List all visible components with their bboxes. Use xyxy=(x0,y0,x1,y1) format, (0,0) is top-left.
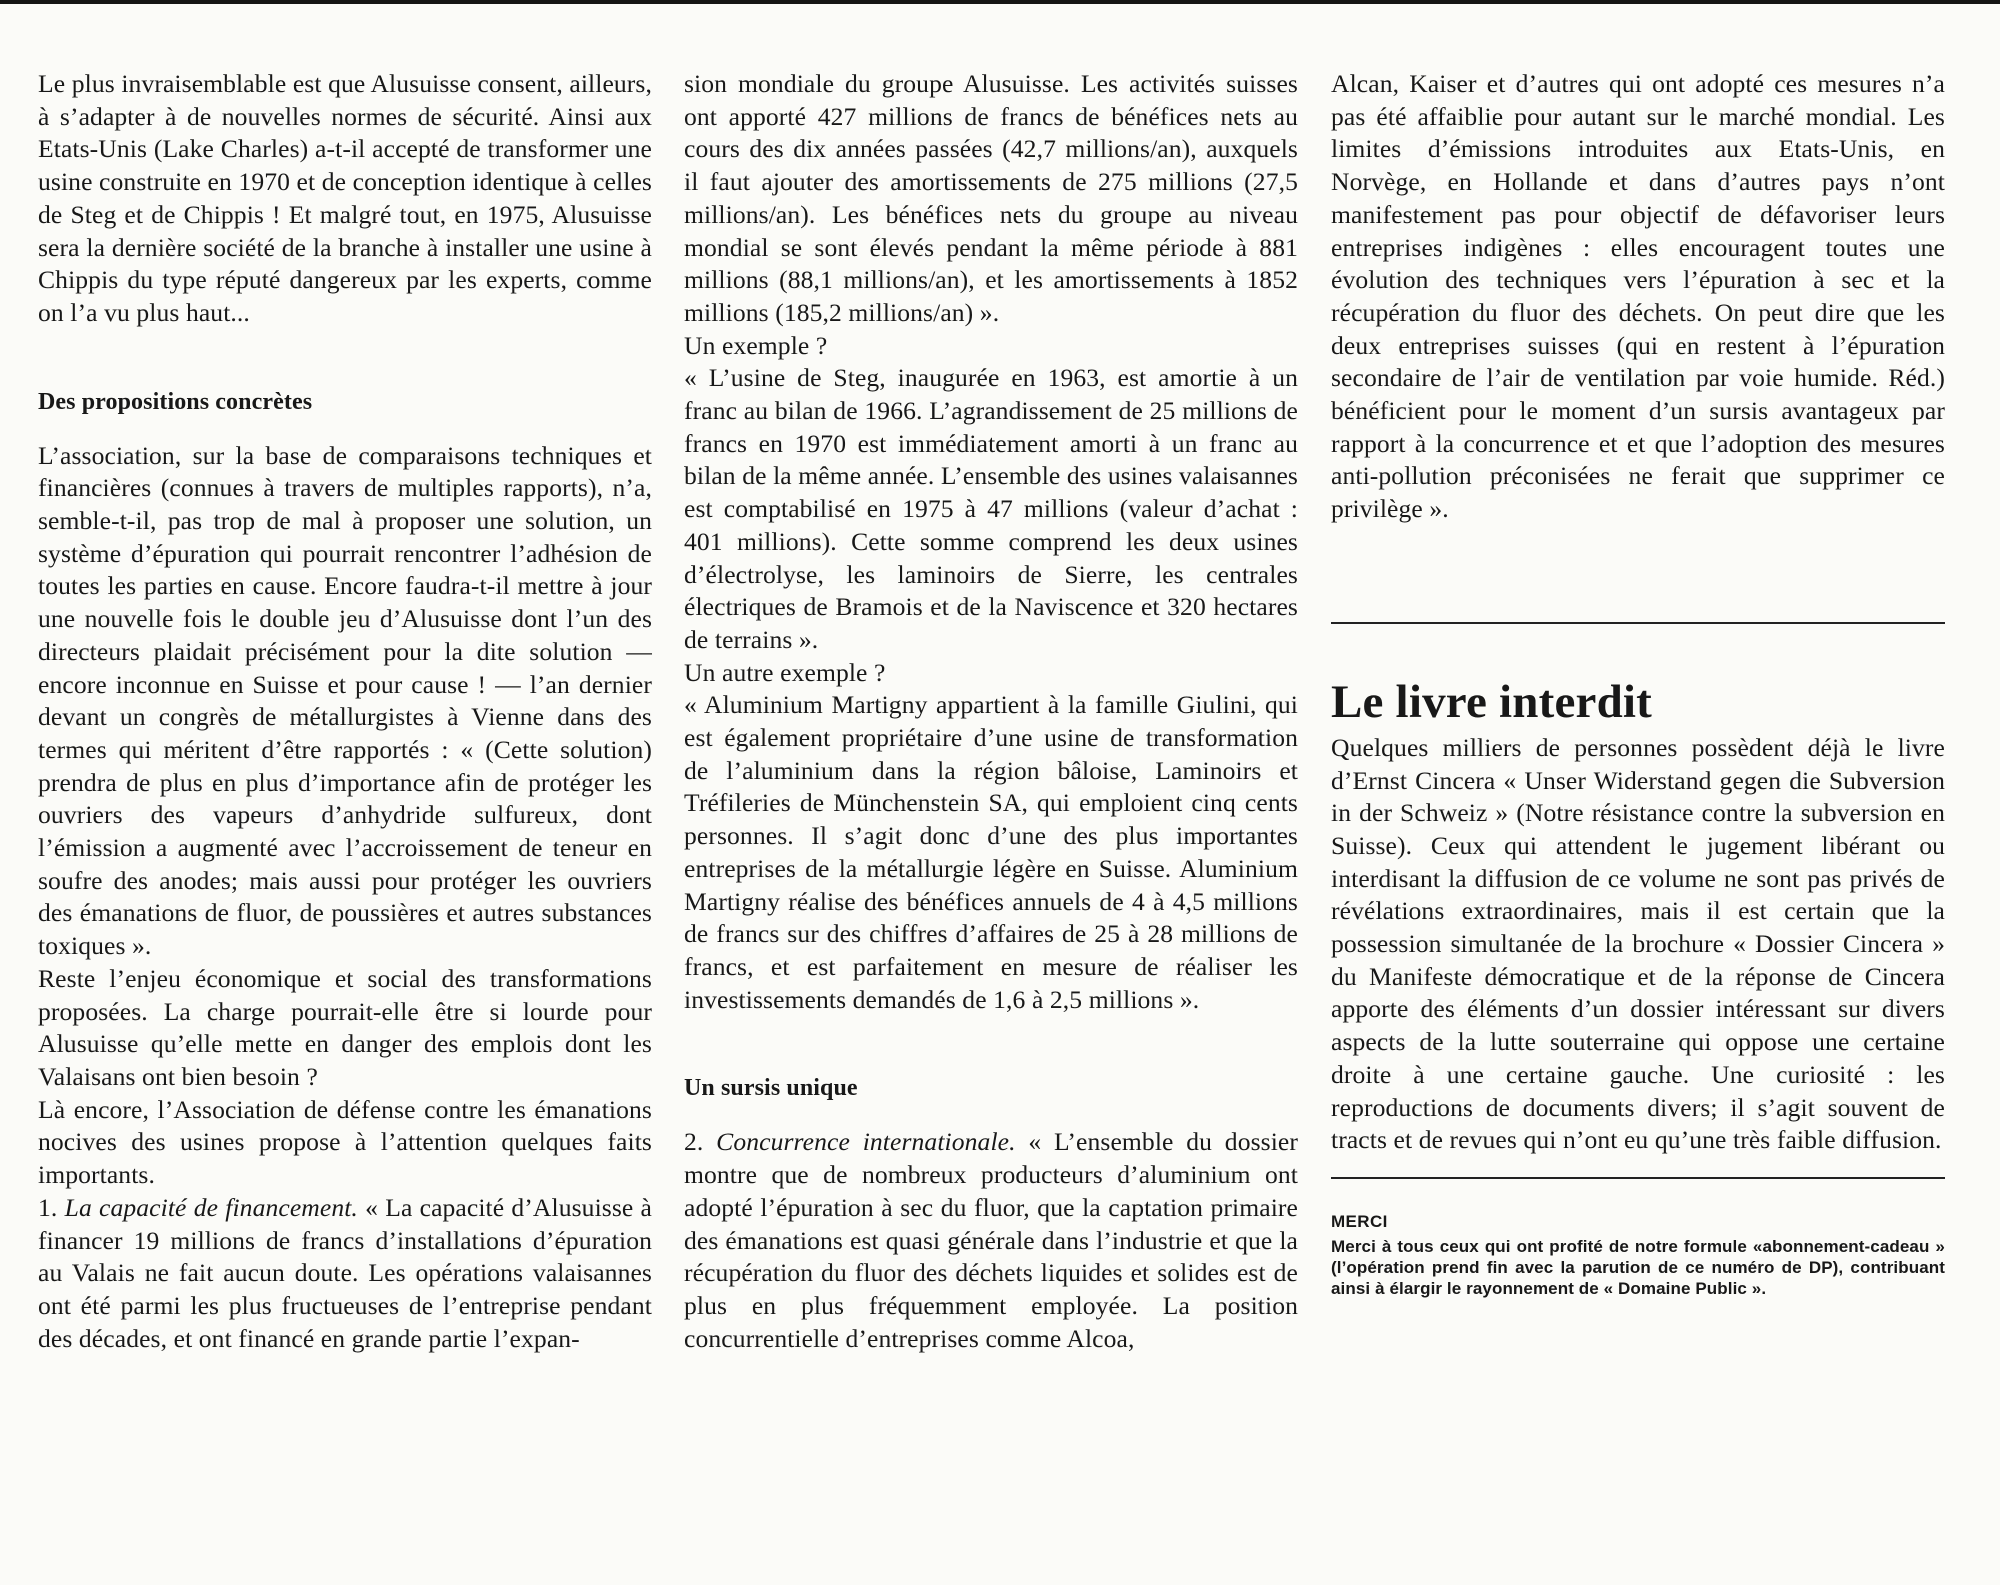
section-spacing xyxy=(1331,624,1945,674)
paragraph xyxy=(684,1126,1298,1355)
paragraph: « Aluminium Martigny appartient à la famille Giulini, qui est également propriétaire d’une usine de transformation de l’aluminium dans la région bâloise, Laminoirs et Tréfileries de Münchenstein SA, qui emploient cinq cents personnes. Il s’agit donc d’une des plus importantes entreprises de la métallurgie légère en Suisse. Aluminium Martigny réalise des bénéfices annuels de 4 à 4,5 millions de francs sur des chiffres d’affaires de 25 à 28 millions de francs, et est parfaitement en mesure de réaliser les investissements demandés de 1,6 à 2,5 millions ». xyxy=(684,690,1298,1014)
paragraph: Le plus invraisemblable est que Alusuisse consent, ailleurs, à s’adapter à de nouvelles normes de sécurité. Ainsi aux Etats-Unis (Lake Charles) a-t-il accepté de transformer une usine construite en 1970 et de conception identique à celles de Steg et de Chippis ! Et malgré tout, en 1975, Alusuisse sera la dernière société de la branche à installer une usine à Chippis du type réputé dangereux par les experts, comme on l’a vu plus haut... xyxy=(38,69,652,327)
column-2 xyxy=(684,68,1298,1355)
italic-heading: Concurrence internationale. xyxy=(716,1127,1016,1157)
top-border-line xyxy=(0,0,2000,4)
section-spacing xyxy=(1331,526,1945,622)
italic-heading: La capacité de financement. xyxy=(64,1192,358,1222)
paragraph: L’association, sur la base de comparaisons techniques et financières (connues à travers de multiples rapports), n’a, semble-t-il, pas trop de mal à proposer une solution, un système d’épuration qui pourrait rencontrer l’adhésion de toutes les parties en cause. Encore faudra-t-il mettre à jour une nouvelle fois le double jeu d’Alusuisse dont l’un des directeurs plaidait précisément pour la dite solution — encore inconnue en Suisse et pour cause ! — l’an dernier devant un congrès de métallurgistes à Vienne dans des termes qui méritent d’être rapportés : « (Cette solution) prendra de plus en plus d’importance afin de protéger les ouvriers des vapeurs d’anhydride sulfureux, dont l’émission a augmenté avec l’accroissement de teneur en soufre des anodes; mais aussi pour protéger les ouvriers des émanations de fluor, de poussières et autres substances toxiques ». xyxy=(38,440,652,961)
article-title: Le livre interdit xyxy=(1331,675,1653,728)
paragraph xyxy=(38,1192,652,1356)
list-number: 2. xyxy=(684,1127,704,1157)
paragraph-spacing xyxy=(38,330,652,386)
merci-notice: Merci à tous ceux qui ont profité de notre formule «abonnement-cadeau » (l’opération prend fin avec la parution de ce numéro de DP), contribuant ainsi à élargir le rayonnement de « Domaine Public ». xyxy=(1331,1236,1945,1298)
paragraph: Un autre exemple ? xyxy=(684,657,886,687)
column-1 xyxy=(38,68,652,1355)
paragraph: sion mondiale du groupe Alusuisse. Les activités suisses ont apporté 427 millions de francs de bénéfices nets au cours des dix années passées (42,7 millions/an), auxquels il faut ajouter des amortissements de 275 millions (27,5 millions/an). Les bénéfices nets du groupe au niveau mondial se sont élevés pendant la même période à 881 millions (88,1 millions/an), et les amortissements à 1852 millions (185,2 millions/an) ». xyxy=(684,69,1298,327)
paragraph: Alcan, Kaiser et d’autres qui ont adopté ces mesures n’a pas été affaiblie pour autant sur le marché mondial. Les limites d’émissions introduites aux Etats-Unis, en Norvège, en Hollande et dans d’autres pays n’ont manifestement pas pour objectif de défavoriser leurs entreprises indigènes : elles encouragent toutes une évolution des techniques vers l’épuration à sec et la récupération du fluor des déchets. On peut dire que les deux entreprises suisses (qui en restent à l’épuration secondaire de l’air de ventilation par voie humide. Réd.) bénéficient pour le moment d’un sursis avantageux par rapport à la concurrence et et que l’adoption des mesures anti-pollution préconisées ne ferait que supprimer ce privilège ». xyxy=(1331,69,1945,524)
paragraph: Là encore, l’Association de défense contre les émanations nocives des usines propose à l’attention quelques faits importants. xyxy=(38,1094,652,1190)
list-number: 1. xyxy=(38,1192,58,1222)
section-divider xyxy=(1331,1177,1945,1179)
paragraph: Reste l’enjeu économique et social des transformations proposées. La charge pourrait-elle être si lourde pour Alusuisse qu’elle mette en danger des emplois dont les Valaisans ont bien besoin ? xyxy=(38,963,652,1091)
section-spacing xyxy=(1331,1157,1945,1177)
merci-heading: MERCI xyxy=(1331,1211,1388,1231)
section-heading: Un sursis unique xyxy=(684,1075,858,1102)
section-heading: Des propositions concrètes xyxy=(38,388,313,415)
paragraph-spacing xyxy=(684,1016,1298,1072)
column-3 xyxy=(1331,68,1945,1299)
paragraph-text: « L’ensemble du dossier montre que de nombreux producteurs d’aluminium ont adopté l’épuration à sec du fluor, que la captation primaire des émanations est quasi générale dans l’industrie et que la récupération du fluor des déchets liquides et solides est de plus en plus fréquemment employée. La position concurrentielle d’entreprises comme Alcoa, xyxy=(684,1127,1298,1353)
paragraph-text: « La capacité d’Alusuisse à financer 19 millions de francs d’installations d’épuration au Valais ne fait aucun doute. Les opérations valaisannes ont été parmi les plus fructueuses de l’entreprise pendant des décades, et ont financé en grande partie l’expan- xyxy=(38,1192,653,1353)
article-paragraph: Quelques milliers de personnes possèdent déjà le livre d’Ernst Cincera « Unser Widerstand gegen die Subversion in der Schweiz » (Notre résistance contre la subversion en Suisse). Ceux qui attendent le jugement libérant ou interdisant la diffusion de ce volume ne sont pas privés de révélations extraordinaires, mais il est certain que la possession simultanée de la brochure « Dossier Cincera » du Manifeste démocratique et de la réponse de Cincera apporte des éléments d’un dossier intéressant sur divers aspects de la lutte souterraine qui oppose une certaine droite à une certaine gauche. Une curiosité : les reproductions de documents divers; il s’agit souvent de tracts et de revues qui n’ont eu qu’une très faible diffusion. xyxy=(1331,732,1945,1155)
paragraph: « L’usine de Steg, inaugurée en 1963, est amortie à un franc au bilan de 1966. L’agrandissement de 25 millions de francs en 1970 est immédiatement amorti à un franc au bilan de la même année. L’ensemble des usines valaisannes est comptabilisé en 1975 à 47 millions (valeur d’achat : 401 millions). Cette somme comprend les deux usines d’électrolyse, les laminoirs de Sierre, les centrales électriques de Bramois et de la Naviscence et 320 hectares de terrains ». xyxy=(684,363,1298,654)
paragraph: Un exemple ? xyxy=(684,330,828,360)
